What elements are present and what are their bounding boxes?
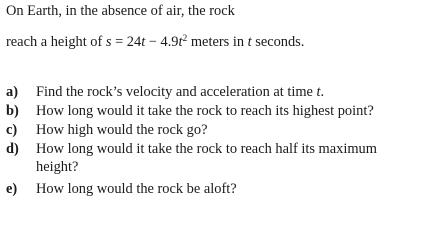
intro-line-1: On Earth, in the absence of air, the rock [6,3,235,19]
exponent: 2 [182,34,188,44]
intro-text: meters in [187,34,248,50]
question-a [6,83,324,101]
question-c [6,121,207,139]
item-letter: b) [6,103,19,119]
var-t: t [178,34,183,50]
minus-term: − 4.9 [145,34,179,50]
item-text: How long would it take the rock to reach half its maximum [36,141,377,157]
item-letter: a) [6,84,18,100]
var-s: s [105,34,112,50]
var-t: t [316,84,321,100]
intro-text: seconds. [251,34,305,50]
item-text: Find the rock’s velocity and acceleration at time [36,84,317,100]
equals-term: = 24 [111,34,142,50]
question-d [6,140,377,158]
intro-line-2 [6,33,304,51]
question-e [6,180,237,198]
item-text: How high would the rock go? [36,122,208,138]
item-text: How long would the rock be aloft? [36,181,237,197]
item-text-end: . [320,84,325,100]
item-letter: d) [6,141,19,157]
var-t: t [141,34,146,50]
item-text: How long would it take the rock to reach its highest point? [36,103,374,119]
var-t: t [247,34,252,50]
question-b [6,102,374,120]
item-letter: e) [6,181,18,197]
intro-text: reach a height of [6,34,106,50]
question-d-continuation: height? [36,159,79,175]
item-letter: c) [6,122,18,138]
